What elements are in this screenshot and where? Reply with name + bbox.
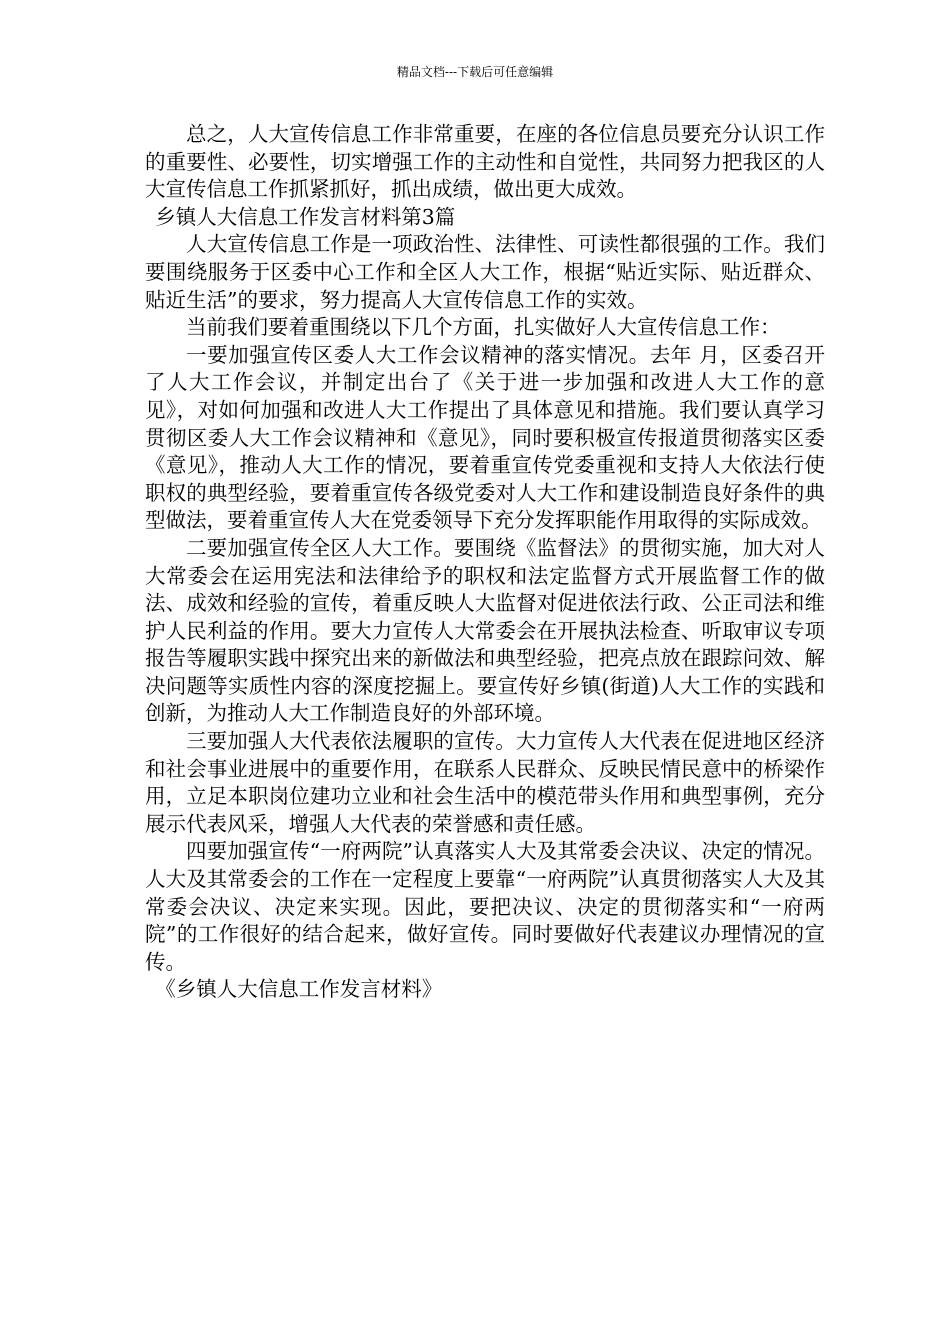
closing-title: 《乡镇人大信息工作发言材料》 bbox=[155, 977, 443, 1002]
paragraph-point-two: 二要加强宣传全区人大工作。要围绕《监督法》的贯彻实施，加大对人大常委会在运用宪法和法律给予的职权和法定监督方式开展监督工作的做法、成效和经验的宣传，着重反映人大监督对促进依法行政、公正司法和维护人民利益的作用。要大力宣传人大常委会在开展执法检查、听取审议专项报告等履职实践中探究出来的新做法和典型经验，把亮点放在跟踪问效、解决问题等实质性内容的深度挖掘上。要宣传好乡镇(街道)人大工作的实践和创新，为推动人大工作制造良好的外部环境。 bbox=[145, 535, 825, 726]
paragraph-point-one: 一要加强宣传区委人大工作会议精神的落实情况。去年 月，区委召开了人大工作会议，并制定出台了《关于进一步加强和改进人大工作的意见》，对如何加强和改进人大工作提出了具体意见和措施。我们要认真学习贯彻区委人大工作会议精神和《意见》，同时要积极宣传报道贯彻落实区委《意见》，推动人大工作的情况，要着重宣传党委重视和支持人大依法行使职权的典型经验，要着重宣传各级党委对人大工作和建设制造良好条件的典型做法，要着重宣传人大在党委领导下充分发挥职能作用取得的实际成效。 bbox=[145, 342, 825, 533]
paragraph-focus: 当前我们要着重围绕以下几个方面，扎实做好人大宣传信息工作： bbox=[186, 315, 781, 340]
paragraph-point-three: 三要加强人大代表依法履职的宣传。大力宣传人大代表在促进地区经济和社会事业进展中的重要作用，在联系人民群众、反映民情民意中的桥梁作用，立足本职岗位建功立业和社会生活中的模范带头作用和典型事例，充分展示代表风采，增强人大代表的荣誉感和责任感。 bbox=[145, 729, 825, 836]
document-body bbox=[145, 121, 825, 1004]
paragraph-intro: 人大宣传信息工作是一项政治性、法律性、可读性都很强的工作。我们要围绕服务于区委中心工作和全区人大工作，根据“贴近实际、贴近群众、贴近生活”的要求，努力提高人大宣传信息工作的实效。 bbox=[145, 232, 825, 312]
page-header: 精品文档---下载后可任意编辑 bbox=[396, 65, 554, 79]
section-heading: 乡镇人大信息工作发言材料第3篇 bbox=[155, 204, 456, 229]
paragraph-point-four: 四要加强宣传“一府两院”认真落实人大及其常委会决议、决定的情况。人大及其常委会的工作在一定程度上要靠“一府两院”认真贯彻落实人大及其常委会决议、决定来实现。因此，要把决议、决定的贯彻落实和“一府两院”的工作很好的结合起来，做好宣传。同时要做好代表建议办理情况的宣传。 bbox=[145, 839, 825, 974]
paragraph-conclusion: 总之，人大宣传信息工作非常重要，在座的各位信息员要充分认识工作的重要性、必要性，切实增强工作的主动性和自觉性，共同努力把我区的人大宣传信息工作抓紧抓好，抓出成绩，做出更大成效。 bbox=[145, 122, 825, 202]
